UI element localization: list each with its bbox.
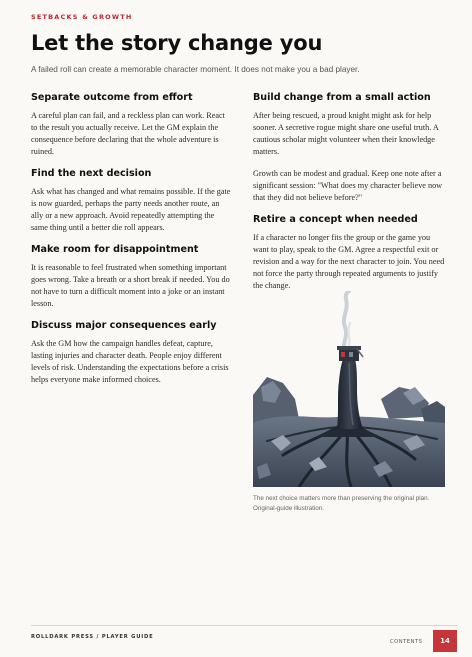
illustration-caption: The next choice matters more than preserving the original plan. Original-guide illustration. <box>253 495 430 512</box>
footer-divider <box>31 625 457 626</box>
section-heading-consequences: Discuss major consequences early <box>31 320 217 331</box>
section-heading-next-decision: Find the next decision <box>31 168 152 179</box>
footer-publisher: ROLLDARK PRESS / PLAYER GUIDE <box>31 634 154 640</box>
page-number-badge: 14 <box>433 630 457 652</box>
right-column <box>253 92 445 302</box>
page-subtitle: A failed roll can create a memorable character moment. It does not make you a bad player. <box>31 65 360 74</box>
section-body-small-action-1: After being rescued, a proud knight might ask for help sooner. A secretive rogue might share one useful truth. A cautious scholar might volunteer when their knowledge matters. <box>253 111 439 156</box>
section-body-consequences: Ask the GM how the campaign handles defeat, capture, lasting injuries and character death. People enjoy different levels of risk. Understanding the expectations before a crisis helps everyone make informed choices. <box>31 339 229 384</box>
section-body-disappointment: It is reasonable to feel frustrated when something important goes wrong. Take a breath or a short break if needed. You do not have to turn a difficult moment into a joke or an instant lesson. <box>31 263 230 308</box>
ruined-tower-illustration <box>253 291 445 487</box>
section-heading-outcome: Separate outcome from effort <box>31 92 193 103</box>
section-body-retire-concept: If a character no longer fits the group or the game you want to play, speak to the GM. Agree a respectful exit or revision and a way for the next character to join. You need not force the party through repeated arguments to justify the change. <box>253 233 445 290</box>
section-heading-small-action: Build change from a small action <box>253 92 431 103</box>
section-body-small-action-2: Growth can be modest and gradual. Keep one note after a significant session: "What does my character believe now that they did not believe before?" <box>253 169 443 202</box>
section-body-outcome: A careful plan can fail, and a reckless plan can work. React to the result you actually receive. Let the GM explain the consequence before declaring that the whole adventure is ruined. <box>31 111 225 156</box>
section-heading-disappointment: Make room for disappointment <box>31 244 199 255</box>
section-body-next-decision: Ask what has changed and what remains possible. If the gate is now guarded, perhaps the party needs another route, an ally or a new approach. Avoid repeatedly attempting the same thing until a better die roll appears. <box>31 187 231 232</box>
left-column <box>31 92 231 396</box>
section-kicker: SETBACKS & GROWTH <box>31 13 133 21</box>
contents-link[interactable]: CONTENTS <box>390 639 423 645</box>
page-title: Let the story change you <box>31 31 323 55</box>
section-heading-retire-concept: Retire a concept when needed <box>253 214 418 225</box>
illustration <box>253 291 445 487</box>
